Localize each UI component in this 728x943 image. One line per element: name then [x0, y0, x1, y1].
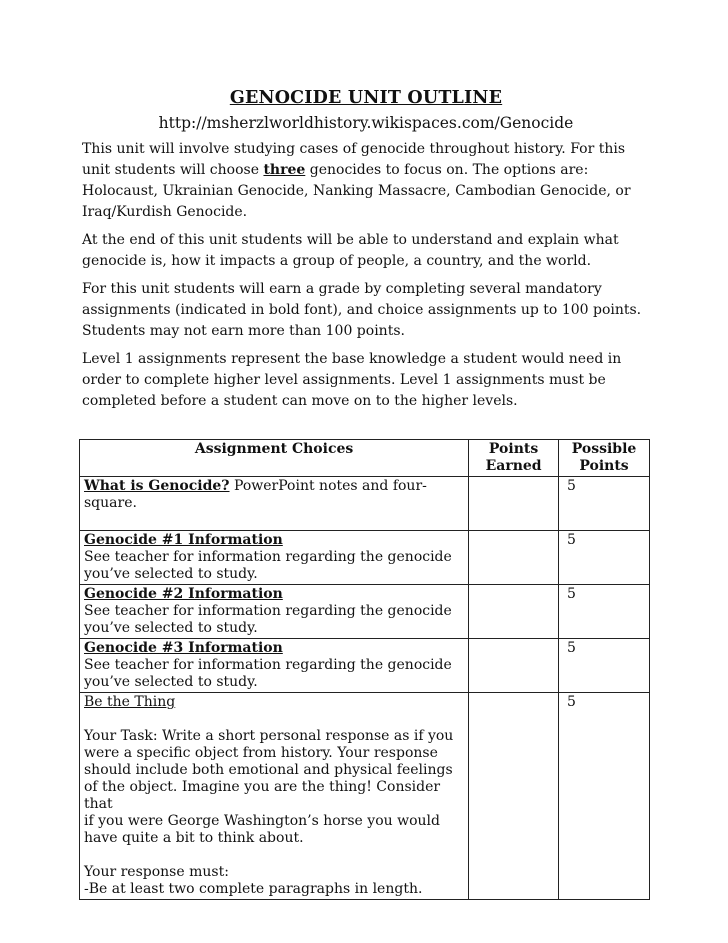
task-line: if you were George Washington’s horse you would	[84, 813, 440, 829]
header-possible-line1: Possible	[571, 441, 637, 457]
document-page	[82, 88, 650, 419]
assignment-title: Genocide #2 Information	[84, 586, 283, 602]
assignment-cell	[80, 639, 469, 693]
intro-paragraph	[82, 139, 650, 223]
assignment-desc-line: you’ve selected to study.	[84, 620, 258, 636]
cell-spacer	[84, 847, 464, 864]
table-header-row	[80, 440, 650, 477]
possible-points-cell: 5	[559, 693, 650, 900]
assignment-title: Genocide #1 Information	[84, 532, 283, 548]
header-points-earned-line1: Points	[488, 441, 539, 457]
assignment-title: What is Genocide?	[84, 478, 230, 494]
grading-paragraph: For this unit students will earn a grade by completing several mandatory assignments (indicated in bold font), and choice assignments up to 100 points. Students may not earn more than 100 points.	[82, 281, 642, 339]
assignment-title: Genocide #3 Information	[84, 640, 283, 656]
table-row	[80, 585, 650, 639]
assignment-cell	[80, 477, 469, 531]
header-possible-points	[559, 440, 650, 477]
task-line: Your Task: Write a short personal response as if you	[84, 728, 454, 744]
task-line: should include both emotional and physical feelings	[84, 762, 453, 778]
levels-paragraph: Level 1 assignments represent the base knowledge a student would need in order to complete higher level assignments. Level 1 assignments must be completed before a student can move on to the higher levels.	[82, 351, 622, 409]
points-earned-cell	[469, 531, 559, 585]
points-earned-cell	[469, 477, 559, 531]
header-assignment-choices: Assignment Choices	[80, 440, 469, 477]
header-possible-line2: Points	[579, 458, 629, 474]
cell-spacer	[84, 711, 464, 728]
table-row	[80, 531, 650, 585]
assignment-desc-line: See teacher for information regarding the genocide	[84, 657, 452, 673]
assignment-desc-line: See teacher for information regarding the genocide	[84, 603, 452, 619]
table-row	[80, 639, 650, 693]
assignment-cell	[80, 585, 469, 639]
assignment-title: Be the Thing	[84, 694, 176, 710]
points-earned-cell	[469, 585, 559, 639]
header-points-earned-line2: Earned	[485, 458, 542, 474]
intro-text-after: genocides to focus on. The options are: Holocaust, Ukrainian Genocide, Nanking Massacre, Cambodian Genocide, or Iraq/Kurdish Genocide.	[82, 162, 631, 220]
emphasis-three: three	[263, 162, 306, 178]
header-points-earned	[469, 440, 559, 477]
assignment-table	[79, 439, 650, 900]
unit-url: http://msherzlworldhistory.wikispaces.com/Genocide	[158, 114, 574, 132]
intro-text-before: This unit will involve studying cases of genocide throughout history. For this unit students will choose	[82, 141, 626, 178]
must-line: -Be at least two complete paragraphs in length.	[84, 881, 423, 897]
points-earned-cell	[469, 639, 559, 693]
table-row	[80, 693, 650, 900]
task-line: were a specific object from history. Your response	[84, 745, 438, 761]
page-title: GENOCIDE UNIT OUTLINE	[229, 88, 503, 108]
task-line: have quite a bit to think about.	[84, 830, 304, 846]
possible-points-cell: 5	[559, 585, 650, 639]
outcomes-paragraph: At the end of this unit students will be able to understand and explain what genocide is, how it impacts a group of people, a country, and the world.	[82, 232, 619, 269]
assignment-cell	[80, 693, 469, 900]
assignment-desc-line: you’ve selected to study.	[84, 566, 258, 582]
assignment-desc-line: See teacher for information regarding the genocide	[84, 549, 452, 565]
assignment-desc: PowerPoint notes and four-square.	[84, 478, 427, 511]
possible-points-cell: 5	[559, 531, 650, 585]
assignment-cell	[80, 531, 469, 585]
must-line: Your response must:	[84, 864, 229, 880]
possible-points-cell: 5	[559, 477, 650, 531]
possible-points-cell: 5	[559, 639, 650, 693]
task-line: of the object. Imagine you are the thing! Consider that	[84, 779, 441, 812]
assignment-desc-line: you’ve selected to study.	[84, 674, 258, 690]
points-earned-cell	[469, 693, 559, 900]
table-row	[80, 477, 650, 531]
cell-spacer	[84, 512, 464, 529]
